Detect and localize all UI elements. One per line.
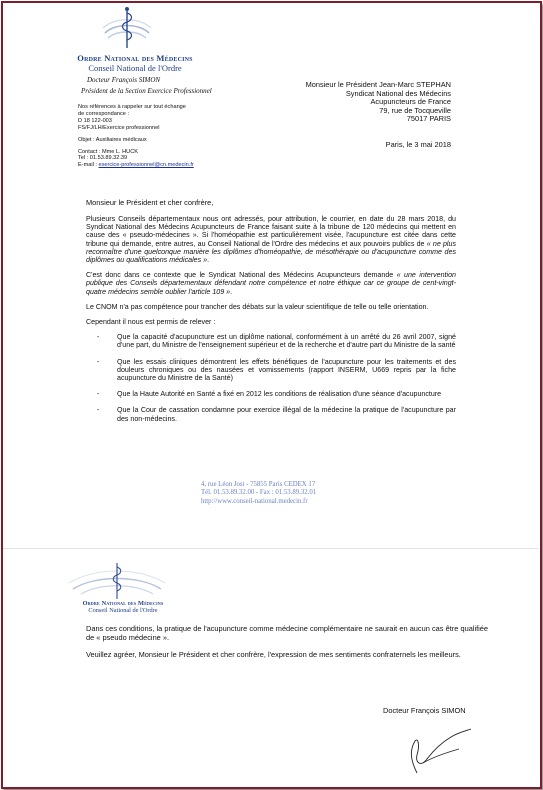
letter-body [86, 215, 456, 431]
footer-address: 4, rue Léon Jost - 75855 Paris CEDEX 17 [201, 481, 316, 488]
footer-url[interactable]: http://www.conseil-national.medecin.fr [201, 497, 308, 505]
references-block [78, 104, 194, 169]
letter-page-2 [3, 548, 538, 785]
recipient-block [263, 81, 451, 124]
paragraph-2: C'est donc dans ce contexte que le Syndicat National des Médecins Acupuncteurs demande « une intervention publique des Conseils départementaux défendant notre compétence et notre éthique car ce groupe de cent-vingt-quatre médecins semble oublier l'article 109 ». [86, 271, 456, 296]
bullet-dash: - [97, 333, 100, 342]
recipient-line-5: 75017 PARIS [406, 114, 451, 124]
recipient-line-3: Acupuncteurs de France [370, 97, 451, 107]
ref-email-row [78, 162, 194, 169]
sender-name: Docteur François SIMON [87, 76, 161, 84]
ref-contact: Contact : Mme L. HUCK [78, 148, 138, 155]
letter-date: Paris, le 3 mai 2018 [385, 140, 451, 149]
ref-tel: Tel : 01.53.89.32.39 [78, 155, 128, 162]
org-name: Ordre National des Médecins [82, 600, 164, 607]
recipient-line-4: 79, rue de Tocqueville [379, 105, 451, 115]
salutation: Monsieur le Président et cher confrère, [86, 198, 214, 207]
ref-line-1: Nos références à rappeler sur tout échange [78, 104, 186, 110]
quote-2: « une intervention publique des Conseils départementaux défendant notre compétence et notre éthique car ce groupe de cent-vingt-quatre médecins semble oublier l'article 109 » [86, 271, 456, 296]
list-item: - Que la Cour de cassation condamne pour exercice illégal de la médecine la pratique de l'acupuncture par des non-médecins. [97, 406, 456, 423]
org-subtitle: Conseil National de l'Ordre [88, 63, 182, 73]
letterhead-org [53, 600, 193, 614]
org-name: Ordre National des Médecins [77, 53, 193, 63]
recipient-line-2: Syndicat National des Médecins [345, 88, 451, 98]
letterhead-org [60, 53, 210, 73]
page-footer [201, 481, 316, 506]
ref-line-2: de correspondance : [78, 110, 129, 117]
letter-body-continued [86, 624, 488, 667]
paragraph-4: Cependant il nous est permis de relever : [86, 318, 216, 327]
footer-phone: Tél. 01.53.89.32.00 - Fax : 01.53.89.32.01 [201, 489, 317, 497]
bullet-dash: - [97, 406, 100, 415]
ordre-medecins-logo-icon [101, 5, 153, 49]
letter-page-1 [3, 3, 538, 548]
paragraph-3: Le CNOM n'a pas compétence pour trancher des débats sur la valeur scientifique de telle ou telle orientation. [86, 302, 429, 311]
sender-title: Président de la Section Exercice Professionnel [81, 87, 212, 95]
recipient-line-1: Monsieur le Président Jean-Marc STEPHAN [305, 80, 451, 89]
list-item: - Que la capacité d'acupuncture est un diplôme national, conformément à un arrêté du 26 avril 2007, signé d'une part, du Ministre de l'enseignement supérieur et de la recherche et d'autre part du Ministre de la santé [97, 333, 456, 350]
ordre-medecins-logo-icon [67, 559, 167, 601]
list-item: - Que les essais cliniques démontrent les effets bénéfiques de l'acupuncture pour les traitements et des douleurs chroniques ou des nausées et vomissements (rapport INSERM, U669 repris par la fiche acupuncture du Ministre de la Santé) [97, 357, 456, 383]
sender-block [81, 75, 212, 97]
org-subtitle: Conseil National de l'Ordre [88, 607, 158, 614]
ref-line-3: D 18 122-003 [78, 117, 112, 124]
list-item: - Que la Haute Autorité en Santé a fixé en 2012 les conditions de réalisation d'une séance d'acupuncture [97, 390, 442, 399]
handwritten-signature [393, 727, 473, 775]
ref-object: Objet : Auxiliaires médicaux [78, 136, 147, 143]
ref-line-4: FS/FJ/LH/Exercice professionnel [78, 124, 160, 131]
bullet-dash: - [97, 390, 100, 399]
ref-email-label: E-mail : [78, 162, 99, 169]
points-list [86, 333, 456, 423]
closing-paragraph-1: Dans ces conditions, la pratique de l'acupuncture comme médecine complémentaire ne saurait en aucun cas être qualifiée de « pseudo médecine ». [86, 624, 488, 642]
paragraph-1: Plusieurs Conseils départementaux nous ont adressés, pour attribution, le courrier, en date du 28 mars 2018, du Syndicat National des Médecins Acupuncteurs de France faisant suite à la tribune de 120 médecins qui mettent en cause des « pseudo-médecines ». Si l'homéopathie est particulièrement visée, l'acupuncture est citée dans cette tribune qui demande, entre autres, au Conseil National de l'Ordre des médecins et aux pouvoirs publics de « ne plus reconnaître d'une quelconque manière les diplômes d'homéopathie, de mésothérapie ou d'acupuncture comme des diplômes ou qualifications médicales ». [86, 215, 457, 265]
ref-email-link[interactable]: exercice-professionnel@cn.medecin.fr [98, 162, 194, 169]
quote-1: « ne plus reconnaître d'une quelconque manière les diplômes d'homéopathie, de mésothérapie ou d'acupuncture comme des diplômes ou qualifications médicales » [86, 239, 457, 265]
signature-name: Docteur François SIMON [383, 706, 466, 715]
bullet-dash: - [97, 357, 100, 366]
closing-paragraph-2: Veuillez agréer, Monsieur le Président et cher confrère, l'expression de mes sentiments confraternels les meilleurs. [86, 650, 461, 659]
